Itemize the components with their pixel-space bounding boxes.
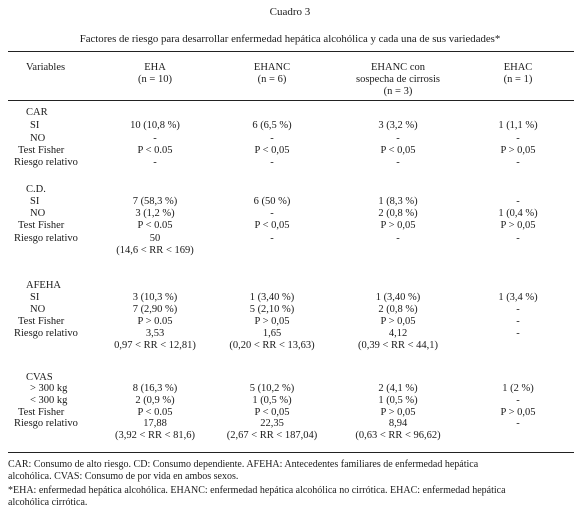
footnote-line: alcohólica cirrótica.	[8, 497, 88, 508]
table-cell: P > 0,05	[380, 316, 416, 327]
row-label: Riesgo relativo	[14, 418, 78, 429]
table-cell: P > 0,05	[254, 316, 290, 327]
table-cell: 50	[149, 233, 161, 244]
table-cell: 22,35	[260, 418, 284, 429]
table-cell: 0,97 < RR < 12,81)	[114, 340, 196, 351]
row-label: NO	[30, 208, 46, 219]
table-cell: 1 (3,40 %)	[249, 292, 295, 303]
row-label: Test Fisher	[18, 145, 65, 156]
table-cell: 2 (0,9 %)	[135, 395, 175, 406]
table-cell: P < 0.05	[137, 407, 173, 418]
row-label: NO	[30, 133, 46, 144]
table-cell: P > 0.05	[137, 316, 173, 327]
table-title: Factores de riesgo para desarrollar enfermedad hepática alcohólica y cada una de sus variedades*	[79, 33, 501, 45]
table-cell: 7 (2,90 %)	[132, 304, 178, 315]
table-cell: (0,39 < RR < 44,1)	[357, 340, 439, 351]
row-label: < 300 kg	[30, 395, 68, 406]
table-cell: 8,94	[388, 418, 408, 429]
header-ehac: EHAC	[503, 62, 533, 73]
table-cell: -	[153, 157, 157, 168]
top-rule	[8, 51, 574, 52]
row-label: Riesgo relativo	[14, 157, 78, 168]
table-cell: -	[270, 133, 274, 144]
table-cell: 1 (3,4 %)	[498, 292, 538, 303]
table-cell: (3,92 < RR < 81,6)	[114, 430, 196, 441]
table-cell: -	[516, 233, 520, 244]
header-ehanc-cirrosis-n: (n = 3)	[383, 86, 413, 97]
table-cell: 3 (1,2 %)	[135, 208, 175, 219]
table-cell: -	[516, 133, 520, 144]
header-rule	[8, 100, 574, 101]
row-label: > 300 kg	[30, 383, 68, 394]
table-cell: -	[270, 233, 274, 244]
row-label: Test Fisher	[18, 407, 65, 418]
table-cell: P < 0.05	[137, 220, 173, 231]
table-cell: -	[396, 157, 400, 168]
footnote-line: CAR: Consumo de alto riesgo. CD: Consumo dependiente. AFEHA: Antecedentes familiares de enfermedad hepática	[8, 459, 479, 470]
table-cell: 7 (58,3 %)	[132, 196, 178, 207]
table-cell: P > 0,05	[500, 407, 536, 418]
table-cell: 4,12	[388, 328, 408, 339]
table-cell: -	[396, 233, 400, 244]
header-ehanc-n: (n = 6)	[257, 74, 287, 85]
table-cell: 17,88	[143, 418, 167, 429]
table-cell: 6 (6,5 %)	[252, 120, 292, 131]
table-cell: 1 (0,4 %)	[498, 208, 538, 219]
table-cell: P > 0,05	[500, 220, 536, 231]
table-cell: -	[516, 157, 520, 168]
row-label: Test Fisher	[18, 316, 65, 327]
table-number: Cuadro 3	[269, 6, 311, 18]
table-cell: -	[270, 157, 274, 168]
table-cell: -	[396, 133, 400, 144]
footnote-line: *EHA: enfermedad hepática alcohólica. EHANC: enfermedad hepática alcohólica no cirrótica. EHAC: enfermedad hepática	[8, 485, 506, 496]
header-ehanc: EHANC	[253, 62, 291, 73]
row-label: Riesgo relativo	[14, 233, 78, 244]
table-cell: 2 (0,8 %)	[378, 208, 418, 219]
table-cell: 1 (0,5 %)	[378, 395, 418, 406]
row-label: SI	[30, 292, 40, 303]
table-cell: -	[516, 304, 520, 315]
row-label: SI	[30, 196, 40, 207]
table-cell: 1,65	[262, 328, 282, 339]
table-cell: 1 (3,40 %)	[375, 292, 421, 303]
row-label: CVAS	[26, 372, 53, 383]
table-cell: -	[153, 133, 157, 144]
table-cell: -	[516, 316, 520, 327]
table-cell: -	[270, 208, 274, 219]
table-cell: -	[516, 328, 520, 339]
table-cell: 1 (0,5 %)	[252, 395, 292, 406]
table-cell: P > 0,05	[500, 145, 536, 156]
row-label: CAR	[26, 107, 48, 118]
row-label: AFEHA	[26, 280, 62, 291]
table-cell: P < 0.05	[137, 145, 173, 156]
table-cell: (0,63 < RR < 96,62)	[355, 430, 441, 441]
table-cell: 1 (2 %)	[502, 383, 534, 394]
table-cell: 1 (1,1 %)	[498, 120, 538, 131]
footnote-line: alcohólica. CVAS: Consumo de por vida en ambos sexos.	[8, 471, 239, 482]
table-cell: P > 0,05	[380, 407, 416, 418]
table-cell: 10 (10,8 %)	[130, 120, 180, 131]
bottom-rule	[8, 452, 574, 453]
table-cell: (2,67 < RR < 187,04)	[226, 430, 318, 441]
table-cell: P < 0,05	[380, 145, 416, 156]
table-cell: -	[516, 196, 520, 207]
table-cell: 8 (16,3 %)	[132, 383, 178, 394]
table-cell: 3 (10,3 %)	[132, 292, 178, 303]
row-label: C.D.	[26, 184, 46, 195]
table-cell: -	[516, 418, 520, 429]
table-cell: 6 (50 %)	[253, 196, 291, 207]
header-ehac-n: (n = 1)	[503, 74, 533, 85]
table-cell: 3 (3,2 %)	[378, 120, 418, 131]
row-label: Riesgo relativo	[14, 328, 78, 339]
header-variables: Variables	[26, 62, 66, 73]
row-label: NO	[30, 304, 46, 315]
header-ehanc-cirrosis: EHANC con	[371, 62, 425, 73]
table-cell: 2 (4,1 %)	[378, 383, 418, 394]
table-cell: P < 0,05	[254, 145, 290, 156]
header-eha-n: (n = 10)	[138, 74, 172, 85]
table-cell: 2 (0,8 %)	[378, 304, 418, 315]
table-cell: -	[516, 395, 520, 406]
row-label: SI	[30, 120, 40, 131]
table-cell: P < 0,05	[254, 220, 290, 231]
table-cell: P > 0,05	[380, 220, 416, 231]
table-cell: 5 (10,2 %)	[249, 383, 295, 394]
table-cell: (14,6 < RR < 169)	[116, 245, 194, 256]
header-ehanc-cirrosis-2: sospecha de cirrosis	[356, 74, 440, 85]
row-label: Test Fisher	[18, 220, 65, 231]
table-cell: (0,20 < RR < 13,63)	[229, 340, 315, 351]
table-cell: 3,53	[145, 328, 165, 339]
header-eha: EHA	[144, 62, 166, 73]
table-cell: P < 0,05	[254, 407, 290, 418]
table-cell: 5 (2,10 %)	[249, 304, 295, 315]
table-cell: 1 (8,3 %)	[378, 196, 418, 207]
